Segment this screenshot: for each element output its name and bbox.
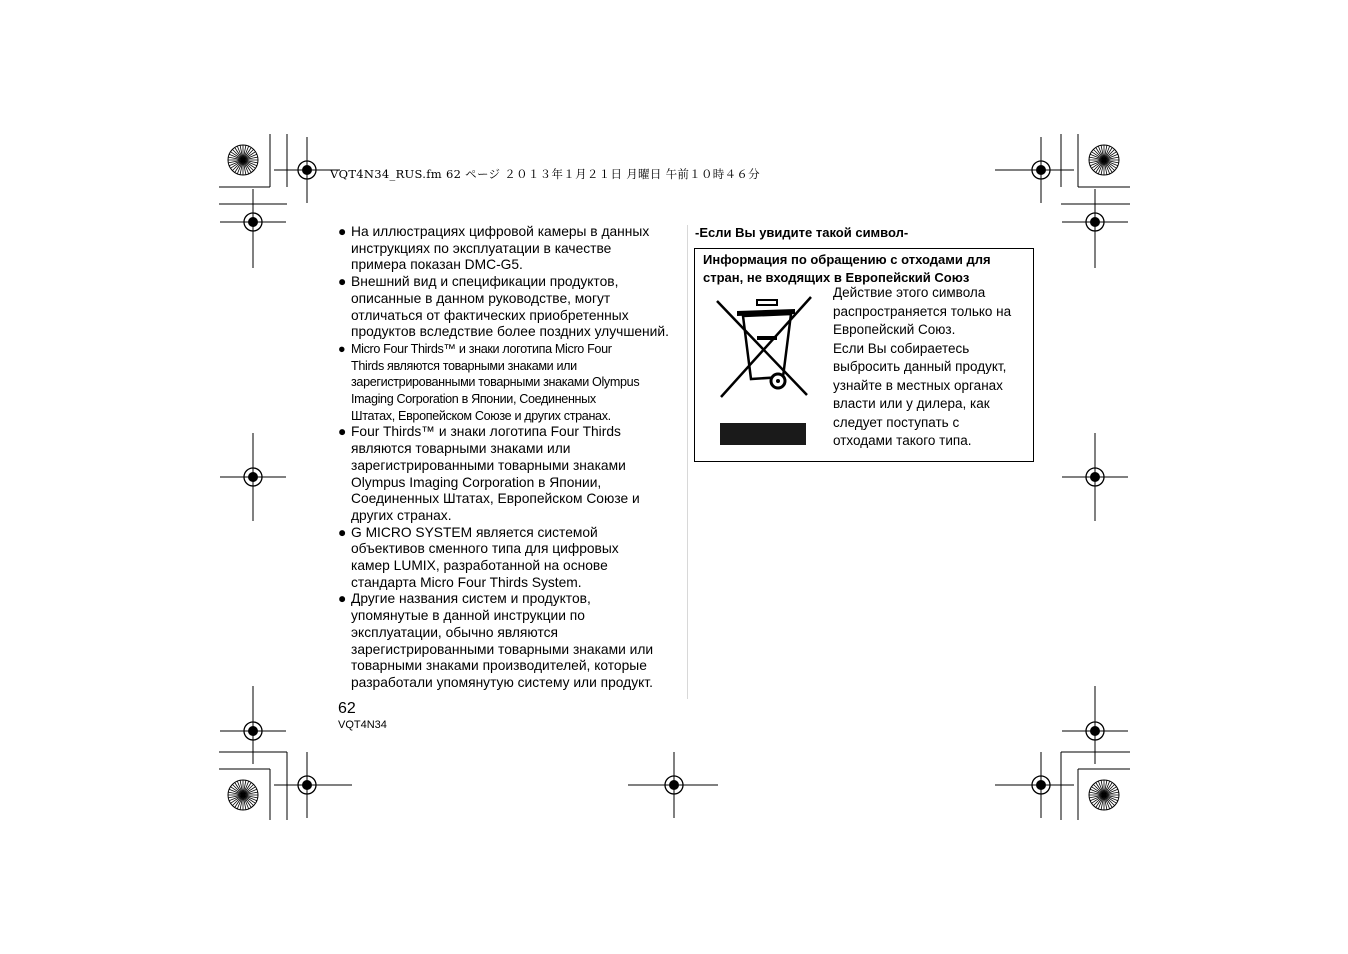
black-bar bbox=[720, 423, 806, 445]
page-number: 62 bbox=[338, 700, 356, 717]
bullet-icon: ● bbox=[338, 591, 347, 607]
disposal-text: Действие этого символа распространяется только на Европейский Союз. Если Вы собираетесь выбросить данный продукт, узнайте в местных органах власти или у дилера, как следует поступать с отходами такого типа. bbox=[833, 285, 1012, 448]
bullet-icon: ● bbox=[338, 424, 347, 440]
crossed-out-wheelie-bin-icon bbox=[709, 289, 821, 409]
file-info-header: VQT4N34_RUS.fm 62 ページ ２０１３年１月２１日 月曜日 午前１０時４６分 bbox=[330, 167, 760, 181]
bullet-icon: ● bbox=[338, 524, 347, 540]
bullet-icon: ● bbox=[338, 341, 346, 356]
disposal-info-box bbox=[694, 248, 1034, 462]
notes-list bbox=[338, 224, 683, 692]
list-item: ● Micro Four Thirds™ и знаки логотипа Micro Four Thirds являются товарными знаками или зарегистрированными товарными знаками Olympus Imaging Corporation в Японии, Соединенных Штатах, Европейском Союзе и других странах. bbox=[338, 341, 640, 423]
bullet-icon: ● bbox=[338, 274, 347, 290]
list-item: ● Four Thirds™ и знаки логотипа Four Thirds являются товарными знаками или зарегистрированными товарными знаками Olympus Imaging Corporation в Японии, Соединенных Штатах, Европейском Союзе и других странах. bbox=[338, 424, 640, 523]
model-code: VQT4N34 bbox=[338, 719, 387, 731]
column-divider bbox=[687, 225, 688, 699]
list-item: ● G MICRO SYSTEM является системой объективов сменного типа для цифровых камер LUMIX, разработанной на основе стандарта Micro Four Thirds System. bbox=[338, 524, 619, 590]
section-heading: -Если Вы увидите такой символ- bbox=[695, 225, 909, 240]
box-title: Информация по обращению с отходами для стран, не входящих в Европейский Союз bbox=[703, 252, 991, 285]
list-item: ● Внешний вид и спецификации продуктов, описанные в данном руководстве, могут отличаться от фактических приобретенных продуктов вследствие более поздних улучшений. bbox=[338, 274, 669, 340]
list-item: ● На иллюстрациях цифровой камеры в данных инструкциях по эксплуатации в качестве примера показан DMC-G5. bbox=[338, 224, 650, 273]
bullet-icon: ● bbox=[338, 224, 347, 239]
list-item: ● Другие названия систем и продуктов, упомянутые в данной инструкции по эксплуатации, обычно являются зарегистрированными товарными знаками или товарными знаками производителей, которые разработали упомянутую систему или продукт. bbox=[338, 591, 654, 690]
